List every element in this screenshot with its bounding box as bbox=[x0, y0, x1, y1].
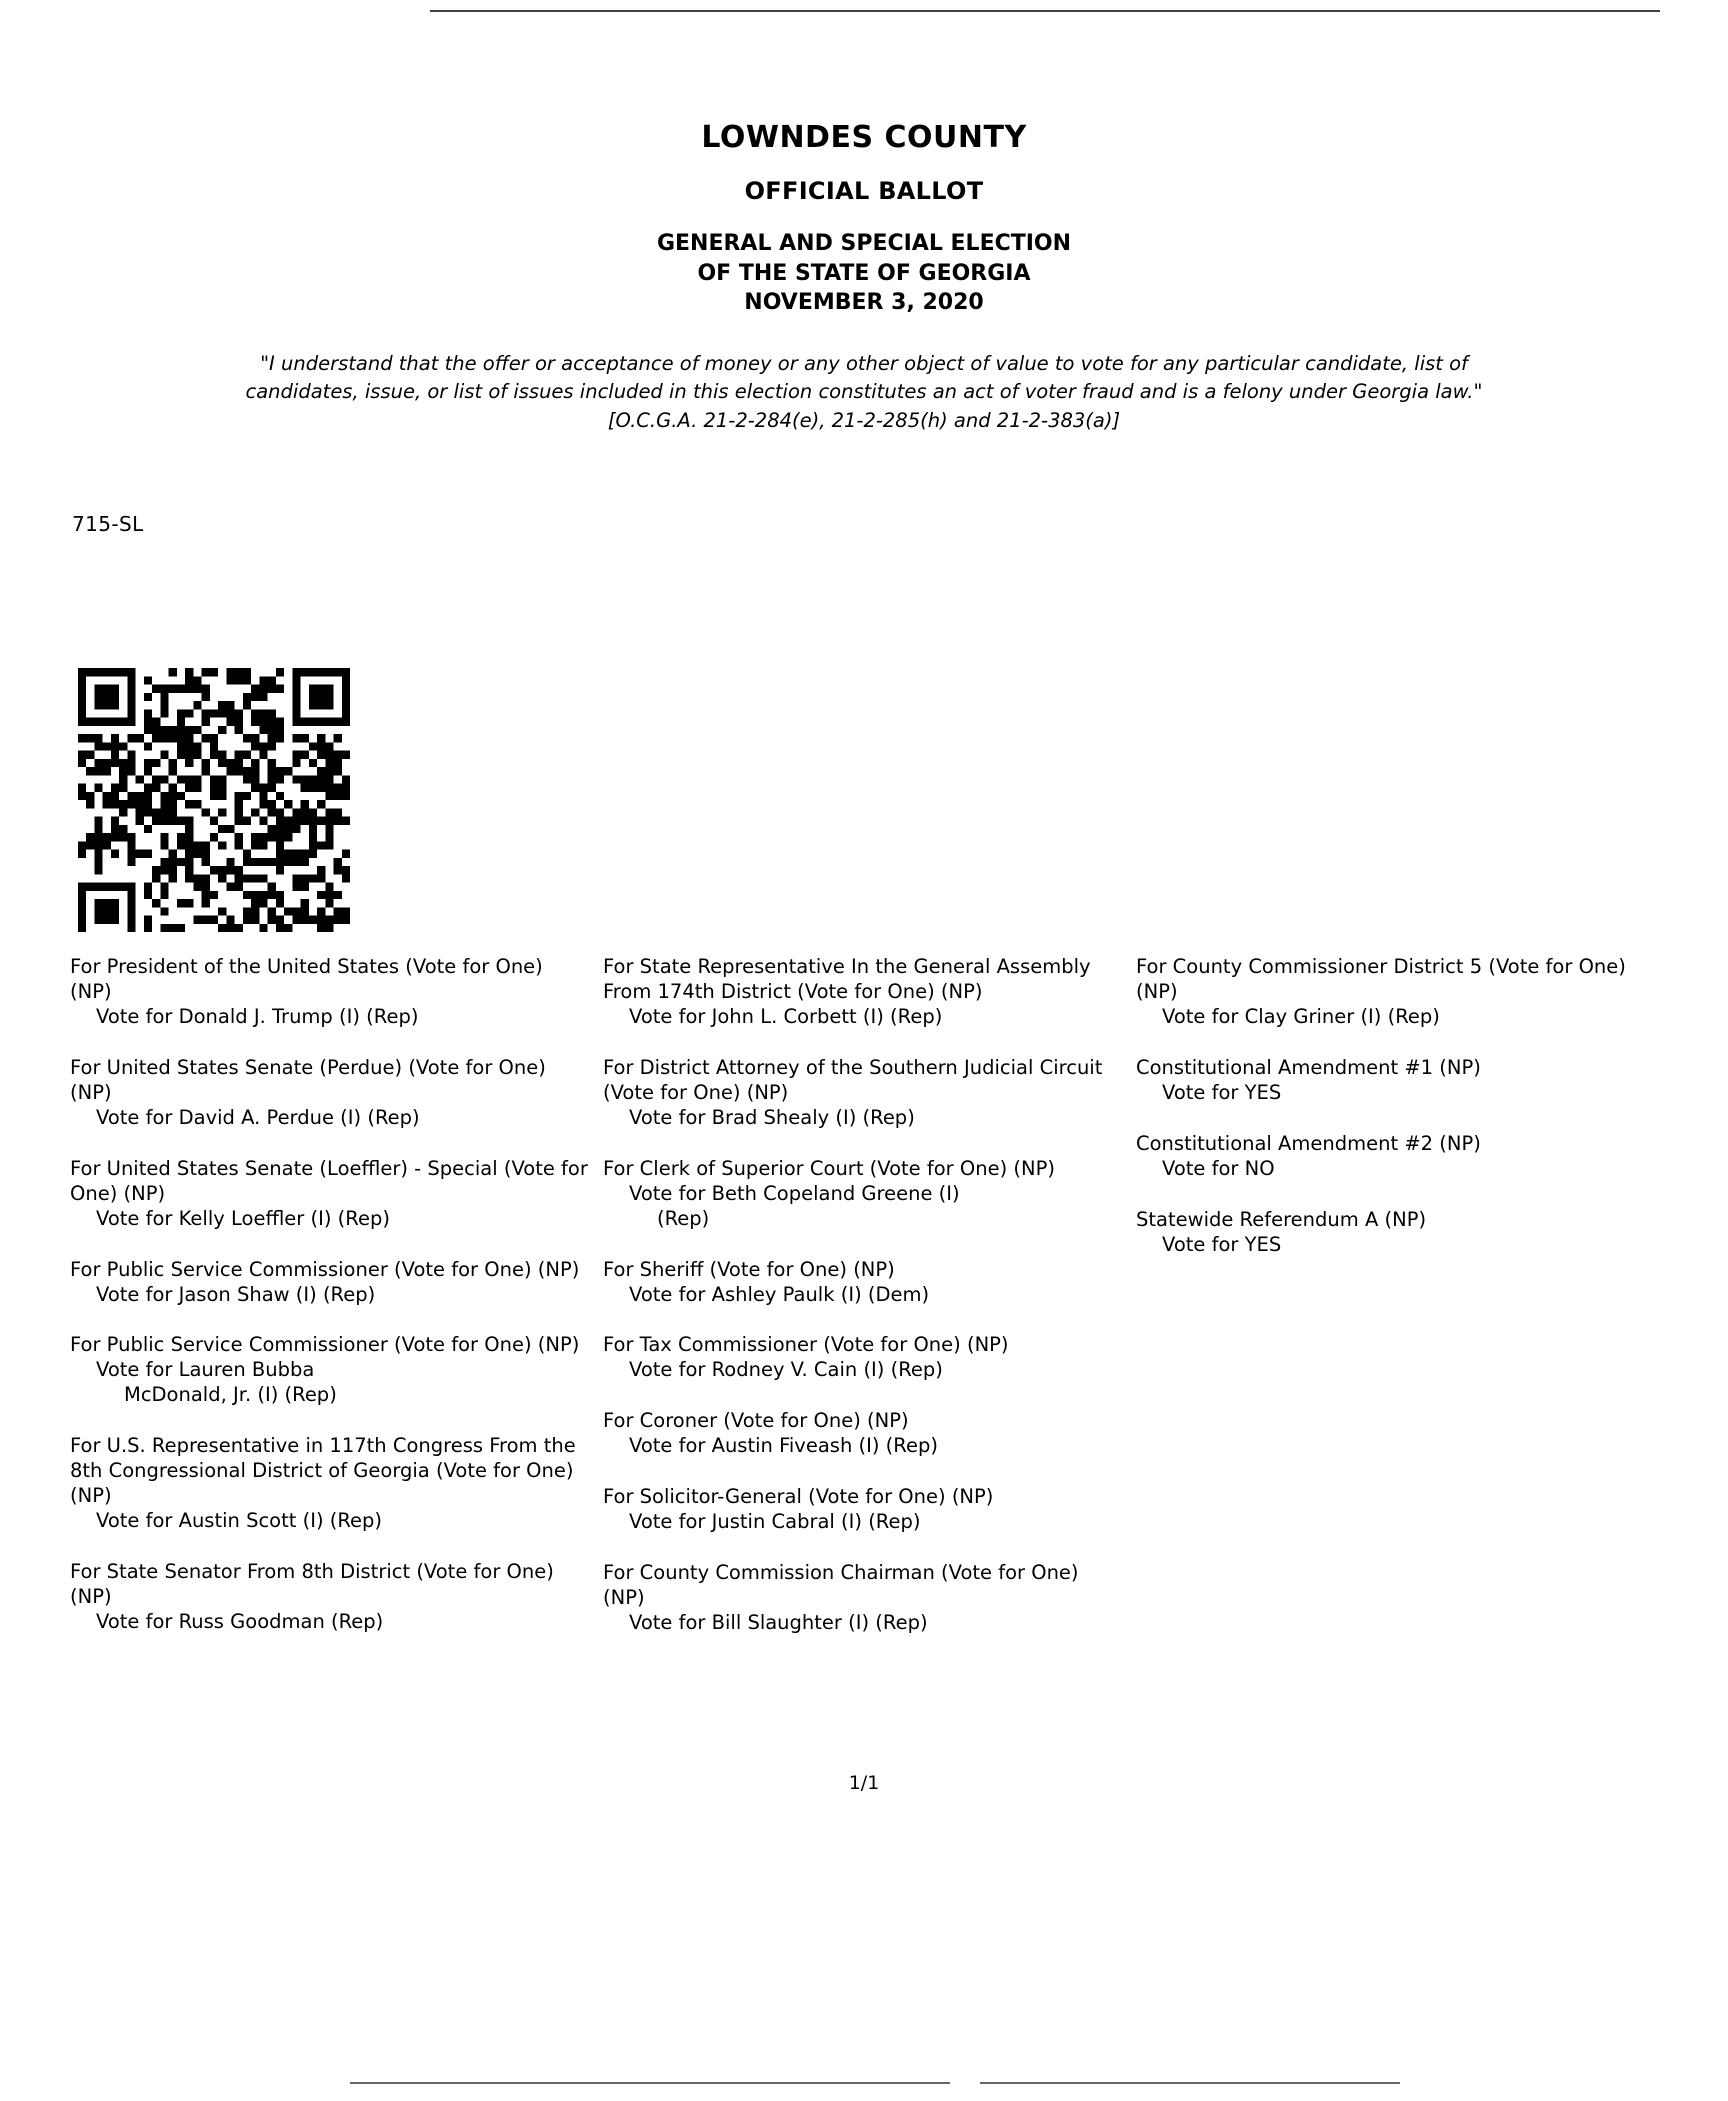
contest-selected-choice bbox=[603, 1510, 1122, 1535]
contest-selected-choice bbox=[603, 1005, 1122, 1030]
election-name-line1: GENERAL AND SPECIAL ELECTION bbox=[656, 231, 1072, 256]
choice-text-continued: (Rep) bbox=[657, 1206, 710, 1230]
choice-text: Vote for Donald J. Trump (I) (Rep) bbox=[96, 1004, 419, 1028]
contest-office-title: Constitutional Amendment #1 (NP) bbox=[1136, 1055, 1481, 1079]
choice-text: Vote for David A. Perdue (I) (Rep) bbox=[96, 1105, 420, 1129]
page-number: 1/1 bbox=[848, 1772, 880, 1794]
election-heading bbox=[0, 205, 1728, 318]
contest-selected-choice bbox=[1136, 1233, 1655, 1258]
contest-office-title: For Public Service Commissioner (Vote for One) (NP) bbox=[70, 1257, 580, 1281]
contest-block bbox=[603, 1561, 1122, 1636]
choice-text: Vote for Austin Scott (I) (Rep) bbox=[96, 1509, 383, 1533]
contest-block bbox=[603, 1258, 1122, 1308]
qr-code-canvas bbox=[78, 668, 350, 932]
contest-selected-choice bbox=[603, 1283, 1122, 1308]
contest-block bbox=[603, 1409, 1122, 1459]
choice-text: Vote for Beth Copeland Greene (I) bbox=[629, 1181, 960, 1205]
contest-office-title: For County Commissioner District 5 (Vote for One) (NP) bbox=[1136, 955, 1626, 1003]
contest-selected-choice bbox=[1136, 1157, 1655, 1182]
contest-office-title: Statewide Referendum A (NP) bbox=[1136, 1207, 1427, 1231]
ballot-content bbox=[0, 0, 1728, 435]
contest-selected-choice bbox=[70, 1610, 589, 1635]
contest-selected-choice bbox=[70, 1106, 589, 1131]
choice-text: Vote for Lauren Bubba bbox=[96, 1358, 315, 1382]
county-title: LOWNDES COUNTY bbox=[701, 120, 1027, 155]
contest-office-title: For United States Senate (Perdue) (Vote for One) (NP) bbox=[70, 1055, 546, 1104]
ballot-style-code: 715-SL bbox=[72, 512, 144, 536]
contest-office-title: For Clerk of Superior Court (Vote for One) (NP) bbox=[603, 1156, 1055, 1180]
choice-text: Vote for Kelly Loeffler (I) (Rep) bbox=[96, 1206, 390, 1230]
choice-text: Vote for Bill Slaughter (I) (Rep) bbox=[629, 1611, 928, 1635]
page-edge-bottom-right bbox=[980, 2082, 1400, 2084]
contest-selected-choice bbox=[70, 1005, 589, 1030]
contest-office-title: For Coroner (Vote for One) (NP) bbox=[603, 1409, 909, 1433]
contest-office-title: For Solicitor-General (Vote for One) (NP) bbox=[603, 1485, 994, 1509]
contest-block bbox=[603, 1485, 1122, 1535]
ballot-type-title: OFFICIAL BALLOT bbox=[744, 177, 984, 205]
choice-text: Vote for Jason Shaw (I) (Rep) bbox=[96, 1282, 376, 1306]
choice-text: Vote for Brad Shealy (I) (Rep) bbox=[629, 1105, 915, 1129]
contest-office-title: For District Attorney of the Southern Judicial Circuit (Vote for One) (NP) bbox=[603, 1055, 1103, 1104]
choice-text: Vote for Russ Goodman (Rep) bbox=[96, 1610, 384, 1634]
choice-text: Vote for YES bbox=[1162, 1080, 1282, 1104]
contest-block bbox=[70, 1258, 589, 1308]
contest-selected-choice bbox=[1136, 1005, 1655, 1030]
contest-office-title: For Sheriff (Vote for One) (NP) bbox=[603, 1257, 895, 1281]
contest-selected-choice bbox=[70, 1509, 589, 1534]
page-edge-bottom-left bbox=[350, 2082, 950, 2084]
contest-block bbox=[70, 955, 589, 1030]
contest-block bbox=[1136, 1056, 1655, 1106]
contest-block bbox=[1136, 1132, 1655, 1182]
choice-text: Vote for Justin Cabral (I) (Rep) bbox=[629, 1510, 921, 1534]
contest-block bbox=[603, 1056, 1122, 1131]
choice-text: Vote for Ashley Paulk (I) (Dem) bbox=[629, 1282, 930, 1306]
choice-text: Vote for YES bbox=[1162, 1232, 1282, 1256]
contest-selected-choice bbox=[603, 1611, 1122, 1636]
contest-office-title: For County Commission Chairman (Vote for One) (NP) bbox=[603, 1561, 1079, 1610]
choice-text: Vote for John L. Corbett (I) (Rep) bbox=[629, 1004, 943, 1028]
contest-column-2 bbox=[603, 955, 1136, 1662]
contest-office-title: For United States Senate (Loeffler) - Special (Vote for One) (NP) bbox=[70, 1156, 588, 1205]
contest-selected-choice bbox=[70, 1358, 589, 1408]
contest-selected-choice bbox=[70, 1207, 589, 1232]
contest-office-title: For State Senator From 8th District (Vote for One) (NP) bbox=[70, 1560, 554, 1609]
choice-text-continued: McDonald, Jr. (I) (Rep) bbox=[124, 1383, 337, 1407]
election-date: NOVEMBER 3, 2020 bbox=[744, 290, 984, 316]
contest-office-title: For State Representative In the General Assembly From 174th District (Vote for One) (NP) bbox=[603, 955, 1091, 1003]
contest-block bbox=[1136, 1208, 1655, 1258]
contest-selected-choice bbox=[603, 1358, 1122, 1383]
contest-block bbox=[603, 1157, 1122, 1232]
contest-block bbox=[70, 1157, 589, 1232]
contest-block bbox=[603, 1333, 1122, 1383]
contest-column-3 bbox=[1136, 955, 1669, 1662]
contest-block bbox=[70, 1056, 589, 1131]
contest-block bbox=[70, 1333, 589, 1408]
contest-office-title: For U.S. Representative in 117th Congress From the 8th Congressional District of Georgia (Vote for One) (NP) bbox=[70, 1434, 576, 1508]
contest-selected-choice bbox=[603, 1182, 1122, 1232]
contest-selected-choice bbox=[1136, 1081, 1655, 1106]
contest-office-title: For President of the United States (Vote for One) (NP) bbox=[70, 955, 543, 1003]
contest-columns bbox=[70, 955, 1670, 1662]
contest-selected-choice bbox=[603, 1106, 1122, 1131]
choice-text: Vote for Austin Fiveash (I) (Rep) bbox=[629, 1434, 938, 1458]
choice-text: Vote for Rodney V. Cain (I) (Rep) bbox=[629, 1358, 943, 1382]
contest-office-title: For Public Service Commissioner (Vote for One) (NP) bbox=[70, 1333, 580, 1357]
contest-selected-choice bbox=[70, 1283, 589, 1308]
contest-office-title: For Tax Commissioner (Vote for One) (NP) bbox=[603, 1333, 1009, 1357]
contest-block bbox=[603, 955, 1122, 1030]
qr-code bbox=[78, 668, 350, 932]
choice-text: Vote for Clay Griner (I) (Rep) bbox=[1162, 1004, 1440, 1028]
contest-office-title: Constitutional Amendment #2 (NP) bbox=[1136, 1131, 1481, 1155]
choice-text: Vote for NO bbox=[1162, 1156, 1275, 1180]
contest-block bbox=[70, 1434, 589, 1534]
contest-block bbox=[1136, 955, 1655, 1030]
contest-column-1 bbox=[70, 955, 603, 1662]
voter-fraud-oath: "I understand that the offer or acceptance of money or any other object of value to vote for any particular candidate, list of candidates, issue, or list of issues included in this election constitutes an act of voter fraud and is a felony under Georgia law." [O.C.G.A. 21-2-284(e), 21-2-285(h) and 21-2-383(a)] bbox=[245, 352, 1483, 432]
contest-block bbox=[70, 1560, 589, 1635]
contest-selected-choice bbox=[603, 1434, 1122, 1459]
election-name-line2: OF THE STATE OF GEORGIA bbox=[697, 260, 1031, 286]
